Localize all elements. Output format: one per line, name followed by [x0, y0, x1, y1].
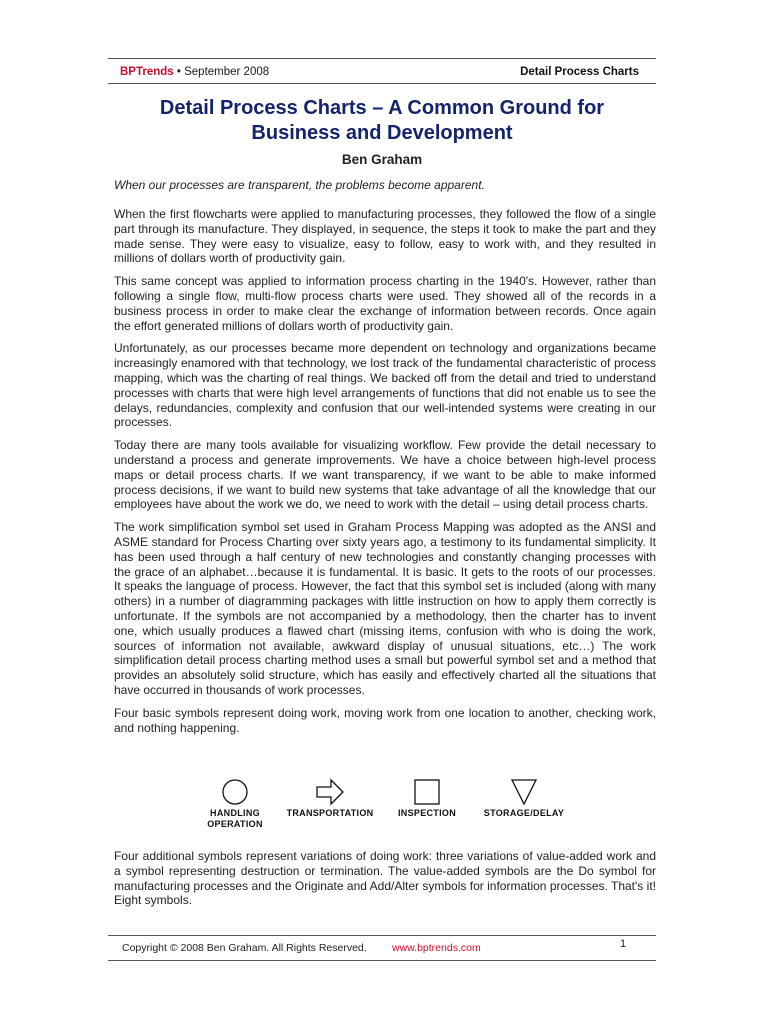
footer-copyright: Copyright © 2008 Ben Graham. All Rights Reserved. — [122, 942, 367, 954]
body-text — [114, 207, 656, 743]
transportation-symbol — [280, 778, 380, 819]
handling-label-line-2: OPERATION — [207, 819, 263, 829]
closing-text — [114, 849, 656, 908]
footer-bottom-rule — [108, 960, 656, 961]
inspection-label: INSPECTION — [397, 808, 456, 818]
handling-label-line-1: HANDLING — [210, 808, 260, 818]
paragraph: The work simplification symbol set used in Graham Process Mapping was adopted as the ANSI and ASME standard for Process Charting over sixty years ago, a testimony to its fundamental simplicity. It has been used through a half century of new technologies and constantly changing processes with the grace of an alphabet…because it is fundamental. It is basic. It gets to the roots of our processes. It speaks the language of process. However, the fact that this symbol set is included (along with many others) in a number of diagramming packages with little instruction on how to apply them correctly is unfortunate. If the symbols are not accompanied by a methodology, then the charter has to invent one, which usually produces a flawed chart (missing items, confusion with who is doing the work, sources of information not available, awkward display of unusual situations, etc…) The work simplification detail process charting method uses a small but powerful symbol set and a method that provides an absolutely solid structure, which has easily and effectively charted all the situations that have occurred in thousands of work processes. — [114, 520, 656, 697]
header-top-rule — [108, 58, 656, 59]
epigraph: When our processes are transparent, the problems become apparent. — [114, 178, 485, 192]
circle-icon — [221, 778, 249, 806]
triangle-down-icon — [509, 778, 539, 806]
title-line-1: Detail Process Charts – A Common Ground for — [159, 97, 605, 119]
storage-delay-symbol — [476, 778, 572, 819]
page-number: 1 — [620, 938, 627, 950]
transportation-label: TRANSPORTATION — [286, 808, 374, 818]
paragraph: Four basic symbols represent doing work, moving work from one location to another, checking work, and nothing happening. — [114, 705, 656, 735]
arrow-right-icon — [315, 778, 345, 806]
header-date: • September 2008 — [173, 66, 270, 78]
header-left — [120, 66, 269, 78]
header-brand: BPTrends — [120, 66, 174, 78]
header-section-title: Detail Process Charts — [520, 66, 639, 78]
process-symbols-figure — [196, 778, 576, 838]
footer-top-rule — [108, 935, 656, 936]
storage-delay-label: STORAGE/DELAY — [483, 808, 565, 818]
paragraph: Today there are many tools available for visualizing workflow. Few provide the detail necessary to understand a process and generate improvements. We have a choice between high-level process maps or detail process charts. If we want transparency, if we want to be able to make informed process decisions, if we want to build new systems that take advantage of all the knowledge that our employees have about the work we do, we need to work with the detail – using detail process charts. — [114, 438, 656, 512]
paragraph: Four additional symbols represent variations of doing work: three variations of value-added work and a symbol representing destruction or termination. The value-added symbols are the Do symbol for manufacturing processes and the Originate and Add/Alter symbols for information processes. That's it! Eight symbols. — [114, 849, 656, 908]
inspection-symbol — [389, 778, 465, 819]
title-line-2: Business and Development — [251, 122, 513, 144]
footer-website-link[interactable]: www.bptrends.com — [392, 942, 481, 954]
paragraph: When the first flowcharts were applied to manufacturing processes, they followed the flow of a single part through its manufacture. They displayed, in sequence, the steps it took to make the part and they made sense. They were easy to visualize, easy to follow, easy to work with, and they resulted in millions of dollars worth of productivity gain. — [114, 207, 656, 266]
author-name: Ben Graham — [341, 152, 423, 167]
square-icon — [413, 778, 441, 806]
header-bottom-rule — [108, 83, 656, 84]
document-title — [108, 96, 656, 146]
paragraph: This same concept was applied to information process charting in the 1940's. However, rather than following a single flow, multi-flow process charts were used. They showed all of the records in a business process in order to make clear the exchange of information between records. Once again the effort generated millions of dollars worth of productivity gain. — [114, 274, 656, 333]
handling-operation-symbol — [196, 778, 274, 830]
paragraph: Unfortunately, as our processes became more dependent on technology and organizations became increasingly enamored with that technology, we lost track of the fundamental characteristic of process mapping, which was the charting of real things. We backed off from the detail and tried to understand processes with charts that were high level arrangements of functions that did not enable us to see the delays, redundancies, complexity and confusion that our well-intended systems were creating in our processes. — [114, 341, 656, 430]
